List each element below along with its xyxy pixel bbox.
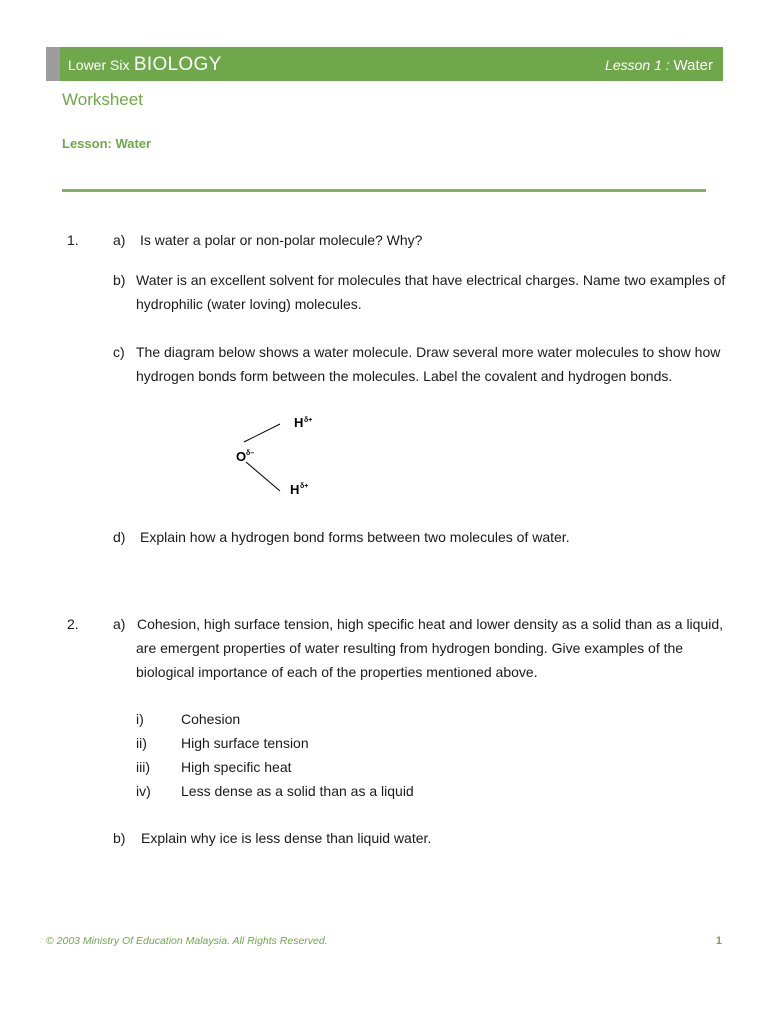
oxygen-atom: O (236, 449, 247, 464)
hydrogen-top-charge: δ+ (304, 417, 313, 424)
q1c-line-1: The diagram below shows a water molecule. Draw several more water molecules to show how (136, 344, 721, 360)
footer-copyright: © 2003 Ministry Of Education Malaysia. All Rights Reserved. (46, 935, 328, 947)
q1d-text: Explain how a hydrogen bond forms between two molecules of water. (140, 529, 570, 545)
q1d-label: d) (113, 529, 126, 545)
q1a-text: Is water a polar or non-polar molecule? Why? (140, 232, 423, 248)
course-subject: BIOLOGY (133, 54, 222, 75)
q2b-label: b) (113, 830, 126, 846)
q2a-label: a) (113, 616, 126, 632)
question-2-number: 2. (67, 616, 79, 632)
list-item-number: iii) (136, 759, 150, 775)
q1c-line-2: hydrogen bonds form between the molecules. Label the covalent and hydrogen bonds. (136, 368, 673, 384)
covalent-bond-top (244, 424, 280, 442)
q1b-line-2: hydrophilic (water loving) molecules. (136, 296, 362, 312)
list-item-number: ii) (136, 735, 147, 751)
lesson-number: Lesson 1 : (605, 57, 670, 73)
water-molecule-diagram (220, 405, 340, 505)
list-item-text: Cohesion (181, 711, 241, 727)
covalent-bond-bottom (246, 462, 280, 491)
lesson-heading: Lesson: Water (62, 136, 152, 151)
course-title (68, 54, 222, 76)
q1b-label: b) (113, 272, 126, 288)
lesson-title (605, 57, 713, 74)
lesson-topic: Water (673, 57, 713, 74)
q2b-text: Explain why ice is less dense than liquid water. (141, 830, 432, 846)
q2a-line-2: are emergent properties of water resulting from hydrogen bonding. Give examples of the (136, 640, 684, 656)
q2a-line-1: Cohesion, high surface tension, high specific heat and lower density as a solid than as a liquid, (137, 616, 724, 632)
worksheet-title: Worksheet (62, 90, 143, 109)
q2a-line-3: biological importance of each of the properties mentioned above. (136, 664, 538, 680)
list-item-text: High specific heat (181, 759, 292, 775)
q1c-label: c) (113, 344, 125, 360)
question-1-number: 1. (67, 232, 79, 248)
course-level: Lower Six (68, 57, 130, 73)
divider (62, 189, 706, 192)
q1a-label: a) (113, 232, 126, 248)
page-number: 1 (715, 935, 722, 947)
header-banner (46, 47, 723, 81)
list-item-number: i) (136, 711, 144, 727)
q1b-line-1: Water is an excellent solvent for molecules that have electrical charges. Name two examples of (136, 272, 726, 288)
list-item-text: High surface tension (181, 735, 309, 751)
list-item-text: Less dense as a solid than as a liquid (181, 783, 414, 799)
hydrogen-atom-bottom: H (290, 482, 300, 497)
oxygen-charge: δ– (246, 450, 255, 457)
hydrogen-bottom-charge: δ+ (300, 483, 309, 490)
hydrogen-atom-top: H (294, 415, 304, 430)
list-item-number: iv) (136, 783, 151, 799)
